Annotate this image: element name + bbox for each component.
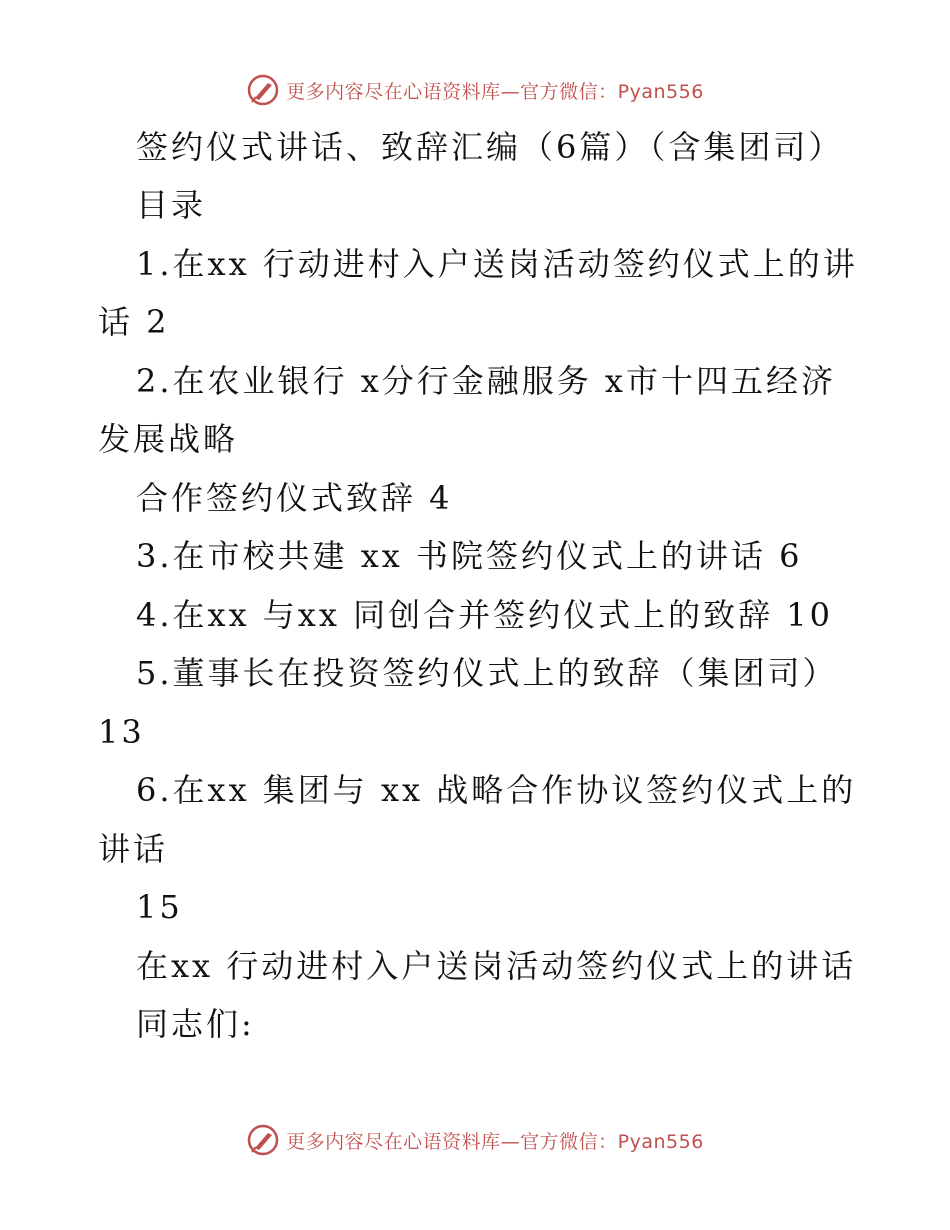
toc-line: 6.在xx 集团与 xx 战略合作协议签约仪式上的	[136, 771, 857, 809]
watermark-banner-top	[0, 70, 950, 110]
toc-line: 3.在市校共建 xx 书院签约仪式上的讲话 6	[136, 537, 803, 575]
toc-line: 合作签约仪式致辞 4	[136, 479, 453, 517]
toc-line: 5.董事长在投资签约仪式上的致辞（集团司）	[136, 654, 838, 692]
toc-line: 话 2	[98, 303, 170, 341]
toc-line: 4.在xx 与xx 同创合并签约仪式上的致辞 10	[136, 596, 833, 634]
quill-pen-logo-icon	[246, 73, 280, 107]
toc-line: 2.在农业银行 x分行金融服务 x市十四五经济	[136, 362, 836, 400]
toc-line: 1.在xx 行动进村入户送岗活动签约仪式上的讲	[136, 245, 858, 283]
watermark-text: 更多内容尽在心语资料库—官方微信：Pyan556	[286, 80, 704, 103]
quill-pen-logo-icon	[246, 1123, 280, 1157]
salutation: 同志们:	[136, 1005, 255, 1043]
toc-line: 讲话	[98, 830, 169, 868]
document-title: 签约仪式讲话、致辞汇编（6篇）（含集团司）	[136, 128, 844, 166]
section-heading: 在xx 行动进村入户送岗活动签约仪式上的讲话	[136, 947, 857, 985]
toc-line: 13	[98, 713, 145, 751]
watermark-text: 更多内容尽在心语资料库—官方微信：Pyan556	[286, 1130, 704, 1153]
watermark-banner-bottom	[0, 1120, 950, 1160]
toc-line: 15	[136, 888, 183, 926]
toc-heading: 目录	[136, 186, 207, 224]
toc-line: 发展战略	[98, 420, 239, 458]
